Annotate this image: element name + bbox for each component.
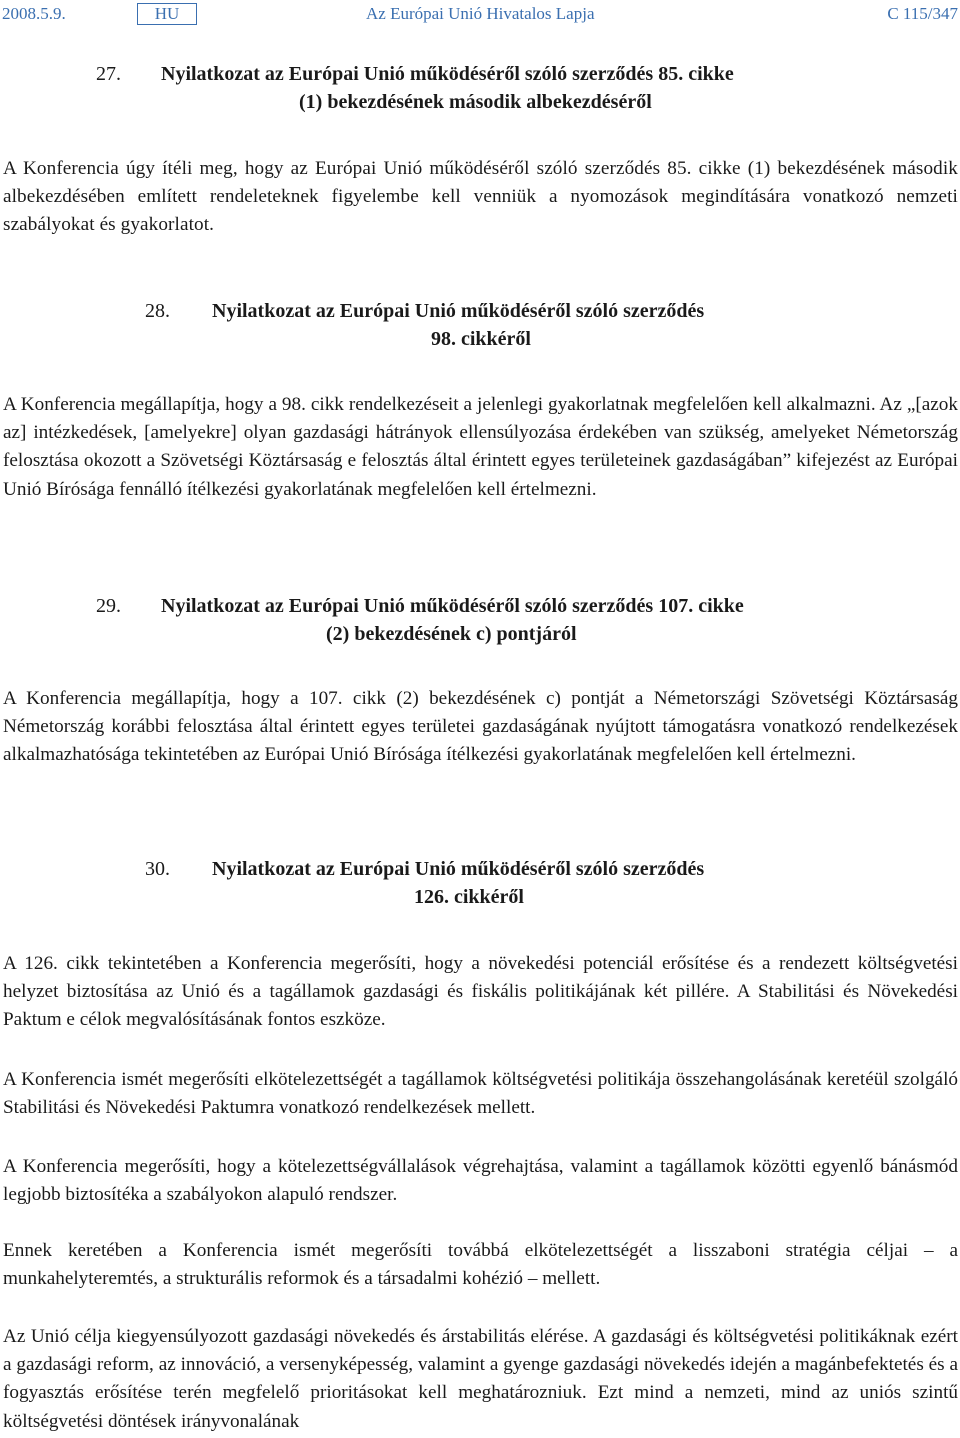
section-number: 27.	[96, 63, 121, 85]
section-title-line-2: 98. cikkéről	[431, 328, 531, 350]
publication-date: 2008.5.9.	[2, 4, 66, 23]
section-title-line-2: (2) bekezdésének c) pontjáról	[326, 623, 577, 645]
page-header	[2, 4, 958, 26]
section-heading-27	[0, 60, 960, 120]
paragraph: A Konferencia megerősíti, hogy a kötelezettségvállalások végrehajtása, valamint a tagállamok közötti egyenlő bánásmód legjobb biztosítéka a szabályokon alapuló rendszer.	[3, 1156, 958, 1206]
section-title-line-1: Nyilatkozat az Európai Unió működéséről szóló szerződés	[212, 858, 705, 880]
paragraph: A 126. cikk tekintetében a Konferencia megerősíti, hogy a növekedési potenciál erősítése és a rendezett költségvetési helyzet biztosítása az Unió és a tagállamok gazdasági és fiskális politikájának két pillére. A Stabilitási és Növekedési Paktum e célok megvalósításának fontos eszköze.	[3, 953, 958, 1031]
paragraph: A Konferencia megállapítja, hogy a 107. cikk (2) bekezdésének c) pontját a Németországi Szövetségi Köztársaság Németország korábbi felosztása által érintett egyes területei gazdaságának nyújtott támogatásra vonatkozó rendelkezések alkalmazhatósága tekintetében az Európai Unió Bírósága ítélkezési gyakorlatának megfelelően kell értelmezni.	[3, 688, 958, 766]
section-number: 30.	[145, 858, 170, 880]
paragraph: Az Unió célja kiegyensúlyozott gazdasági növekedés és árstabilitás elérése. A gazdasági és költségvetési politikáknak ezért a gazdasági reform, az innováció, a versenyképesség, valamint a gyenge gazdasági növekedés idején a magánbefektetés és a fogyasztás erősítése terén megfelelő prioritásokat kell meghatározniuk. Ezt mind a nemzeti, mind az uniós szintű költségvetési döntések irányvonalának	[3, 1326, 958, 1432]
journal-title: Az Európai Unió Hivatalos Lapja	[366, 4, 595, 23]
section-number: 28.	[145, 300, 170, 322]
section-title-line-2: 126. cikkéről	[414, 886, 524, 908]
section-number: 29.	[96, 595, 121, 617]
page-reference: C 115/347	[887, 4, 958, 23]
paragraph: A Konferencia ismét megerősíti elkötelezettségét a tagállamok költségvetési politikája összehangolásának keretéül szolgáló Stabilitási és Növekedési Paktumra vonatkozó rendelkezések mellett.	[3, 1069, 958, 1119]
section-title-line-1: Nyilatkozat az Európai Unió működéséről szóló szerződés 85. cikke	[161, 63, 734, 85]
section-heading-28	[0, 297, 960, 357]
paragraph: A Konferencia úgy ítéli meg, hogy az Európai Unió működéséről szóló szerződés 85. cikke (1) bekezdésének második albekezdésében említett rendeleteknek figyelembe kell venniük a nyomozások megindítására vonatkozó nemzeti szabályokat és gyakorlatot.	[3, 158, 958, 236]
section-title-line-1: Nyilatkozat az Európai Unió működéséről szóló szerződés 107. cikke	[161, 595, 744, 617]
section-heading-30	[0, 855, 960, 915]
language-badge: HU	[137, 3, 197, 25]
section-title-line-1: Nyilatkozat az Európai Unió működéséről szóló szerződés	[212, 300, 705, 322]
paragraph: Ennek keretében a Konferencia ismét megerősíti továbbá elkötelezettségét a lisszaboni stratégia céljai – a munkahelyteremtés, a strukturális reformok és a társadalmi kohézió – mellett.	[3, 1240, 958, 1290]
paragraph: A Konferencia megállapítja, hogy a 98. cikk rendelkezéseit a jelenlegi gyakorlatnak megfelelően kell alkalmazni. Az „[azok az] intézkedések, [amelyekre] olyan gazdasági hátrányok ellensúlyozása érdekében van szükség, amelyeket Németország felosztása okozott a Szövetségi Köztársaság e felosztás által érintett egyes területeinek gazdaságában” kifejezést az Európai Unió Bírósága fennálló ítélkezési gyakorlatának megfelelően kell értelmezni.	[3, 394, 958, 500]
section-title-line-2: (1) bekezdésének második albekezdéséről	[299, 91, 652, 113]
section-heading-29	[0, 592, 960, 652]
